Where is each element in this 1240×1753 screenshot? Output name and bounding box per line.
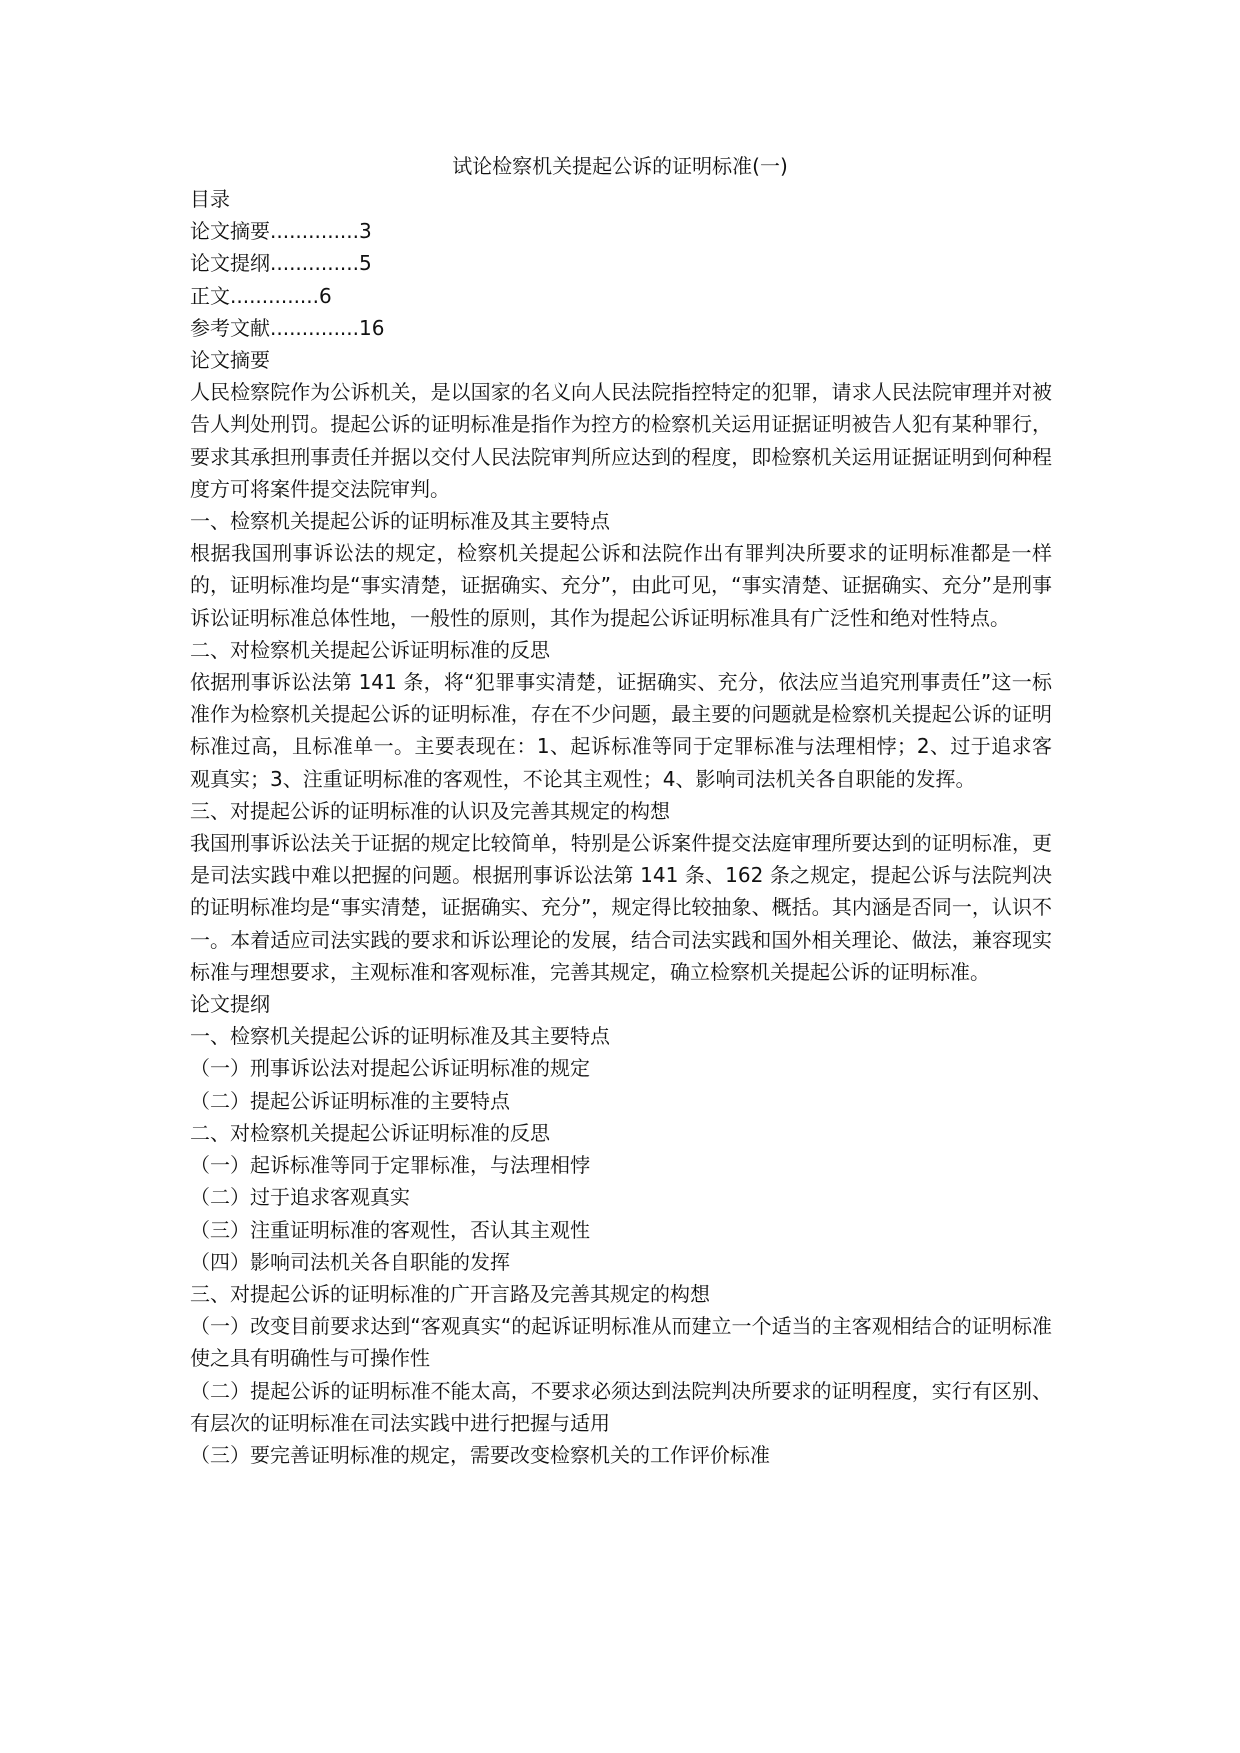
outline-item: （一）刑事诉讼法对提起公诉证明标准的规定: [190, 1056, 590, 1081]
abstract-section-paragraph: 依据刑事诉讼法第 141 条，将“犯罪事实清楚，证据确实、充分，依法应当追究刑事责任”这一标准作为检察机关提起公诉的证明标准，存在不少问题，最主要的问题就是检察机关提起公诉的证明标准过高，且标准单一。主要表现在：1、起诉标准等同于定罪标准与法理相悖；2、过于追求客观真实；3、注重证明标准的客观性，不论其主观性；4、影响司法机关各自职能的发挥。: [190, 670, 1052, 791]
abstract-section-paragraph: 根据我国刑事诉讼法的规定，检察机关提起公诉和法院作出有罪判决所要求的证明标准都是一样的，证明标准均是“事实清楚，证据确实、充分”，由此可见，“事实清楚、证据确实、充分”是刑事诉讼证明标准总体性地，一般性的原则，其作为提起公诉证明标准具有广泛性和绝对性特点。: [190, 541, 1052, 630]
abstract-section-heading: 三、对提起公诉的证明标准的认识及完善其规定的构想: [190, 798, 670, 823]
toc-entry[interactable]: 参考文献..............16: [190, 315, 385, 340]
toc-entry[interactable]: 论文摘要..............3: [190, 219, 372, 244]
outline-item: （一）起诉标准等同于定罪标准，与法理相悖: [190, 1153, 590, 1178]
outline-item: （三）注重证明标准的客观性，否认其主观性: [190, 1217, 590, 1242]
outline-item: （二）过于追求客观真实: [190, 1185, 410, 1210]
outline-item: （二）提起公诉证明标准的主要特点: [190, 1088, 510, 1113]
abstract-section-heading: 一、检察机关提起公诉的证明标准及其主要特点: [190, 509, 610, 534]
toc-heading: 目录: [190, 187, 230, 211]
outline-item: （三）要完善证明标准的规定，需要改变检察机关的工作评价标准: [190, 1442, 770, 1467]
abstract-heading: 论文摘要: [190, 348, 270, 373]
outline-item: 一、检察机关提起公诉的证明标准及其主要特点: [190, 1024, 610, 1049]
outline-item: （二）提起公诉的证明标准不能太高，不要求必须达到法院判决所要求的证明程度，实行有区别、有层次的证明标准在司法实践中进行把握与适用: [190, 1378, 1052, 1435]
document-body: [190, 183, 1052, 1471]
abstract-section-heading: 二、对检察机关提起公诉证明标准的反思: [190, 637, 550, 662]
document-title: 试论检察机关提起公诉的证明标准(一): [452, 154, 788, 178]
abstract-section-paragraph: 我国刑事诉讼法关于证据的规定比较简单，特别是公诉案件提交法庭审理所要达到的证明标准，更是司法实践中难以把握的问题。根据刑事诉讼法第 141 条、162 条之规定，提起公诉与法院判决的证明标准均是“事实清楚，证据确实、充分”，规定得比较抽象、概括。其内涵是否同一，认识不一。本着适应司法实践的要求和诉讼理论的发展，结合司法实践和国外相关理论、做法，兼容现实标准与理想要求，主观标准和客观标准，完善其规定，确立检察机关提起公诉的证明标准。: [190, 831, 1052, 984]
toc-entry[interactable]: 正文..............6: [190, 283, 332, 308]
outline-item: （四）影响司法机关各自职能的发挥: [190, 1249, 510, 1274]
outline-item: （一）改变目前要求达到“客观真实“的起诉证明标准从而建立一个适当的主客观相结合的证明标准使之具有明确性与可操作性: [190, 1314, 1052, 1371]
outline-item: 三、对提起公诉的证明标准的广开言路及完善其规定的构想: [190, 1281, 710, 1306]
outline-item: 二、对检察机关提起公诉证明标准的反思: [190, 1120, 550, 1145]
outline-heading: 论文提纲: [190, 992, 270, 1017]
abstract-intro-paragraph: 人民检察院作为公诉机关，是以国家的名义向人民法院指控特定的犯罪，请求人民法院审理并对被告人判处刑罚。提起公诉的证明标准是指作为控方的检察机关运用证据证明被告人犯有某种罪行，要求其承担刑事责任并据以交付人民法院审判所应达到的程度，即检察机关运用证据证明到何种程度方可将案件提交法院审判。: [190, 380, 1052, 501]
toc-entry[interactable]: 论文提纲..............5: [190, 251, 372, 276]
